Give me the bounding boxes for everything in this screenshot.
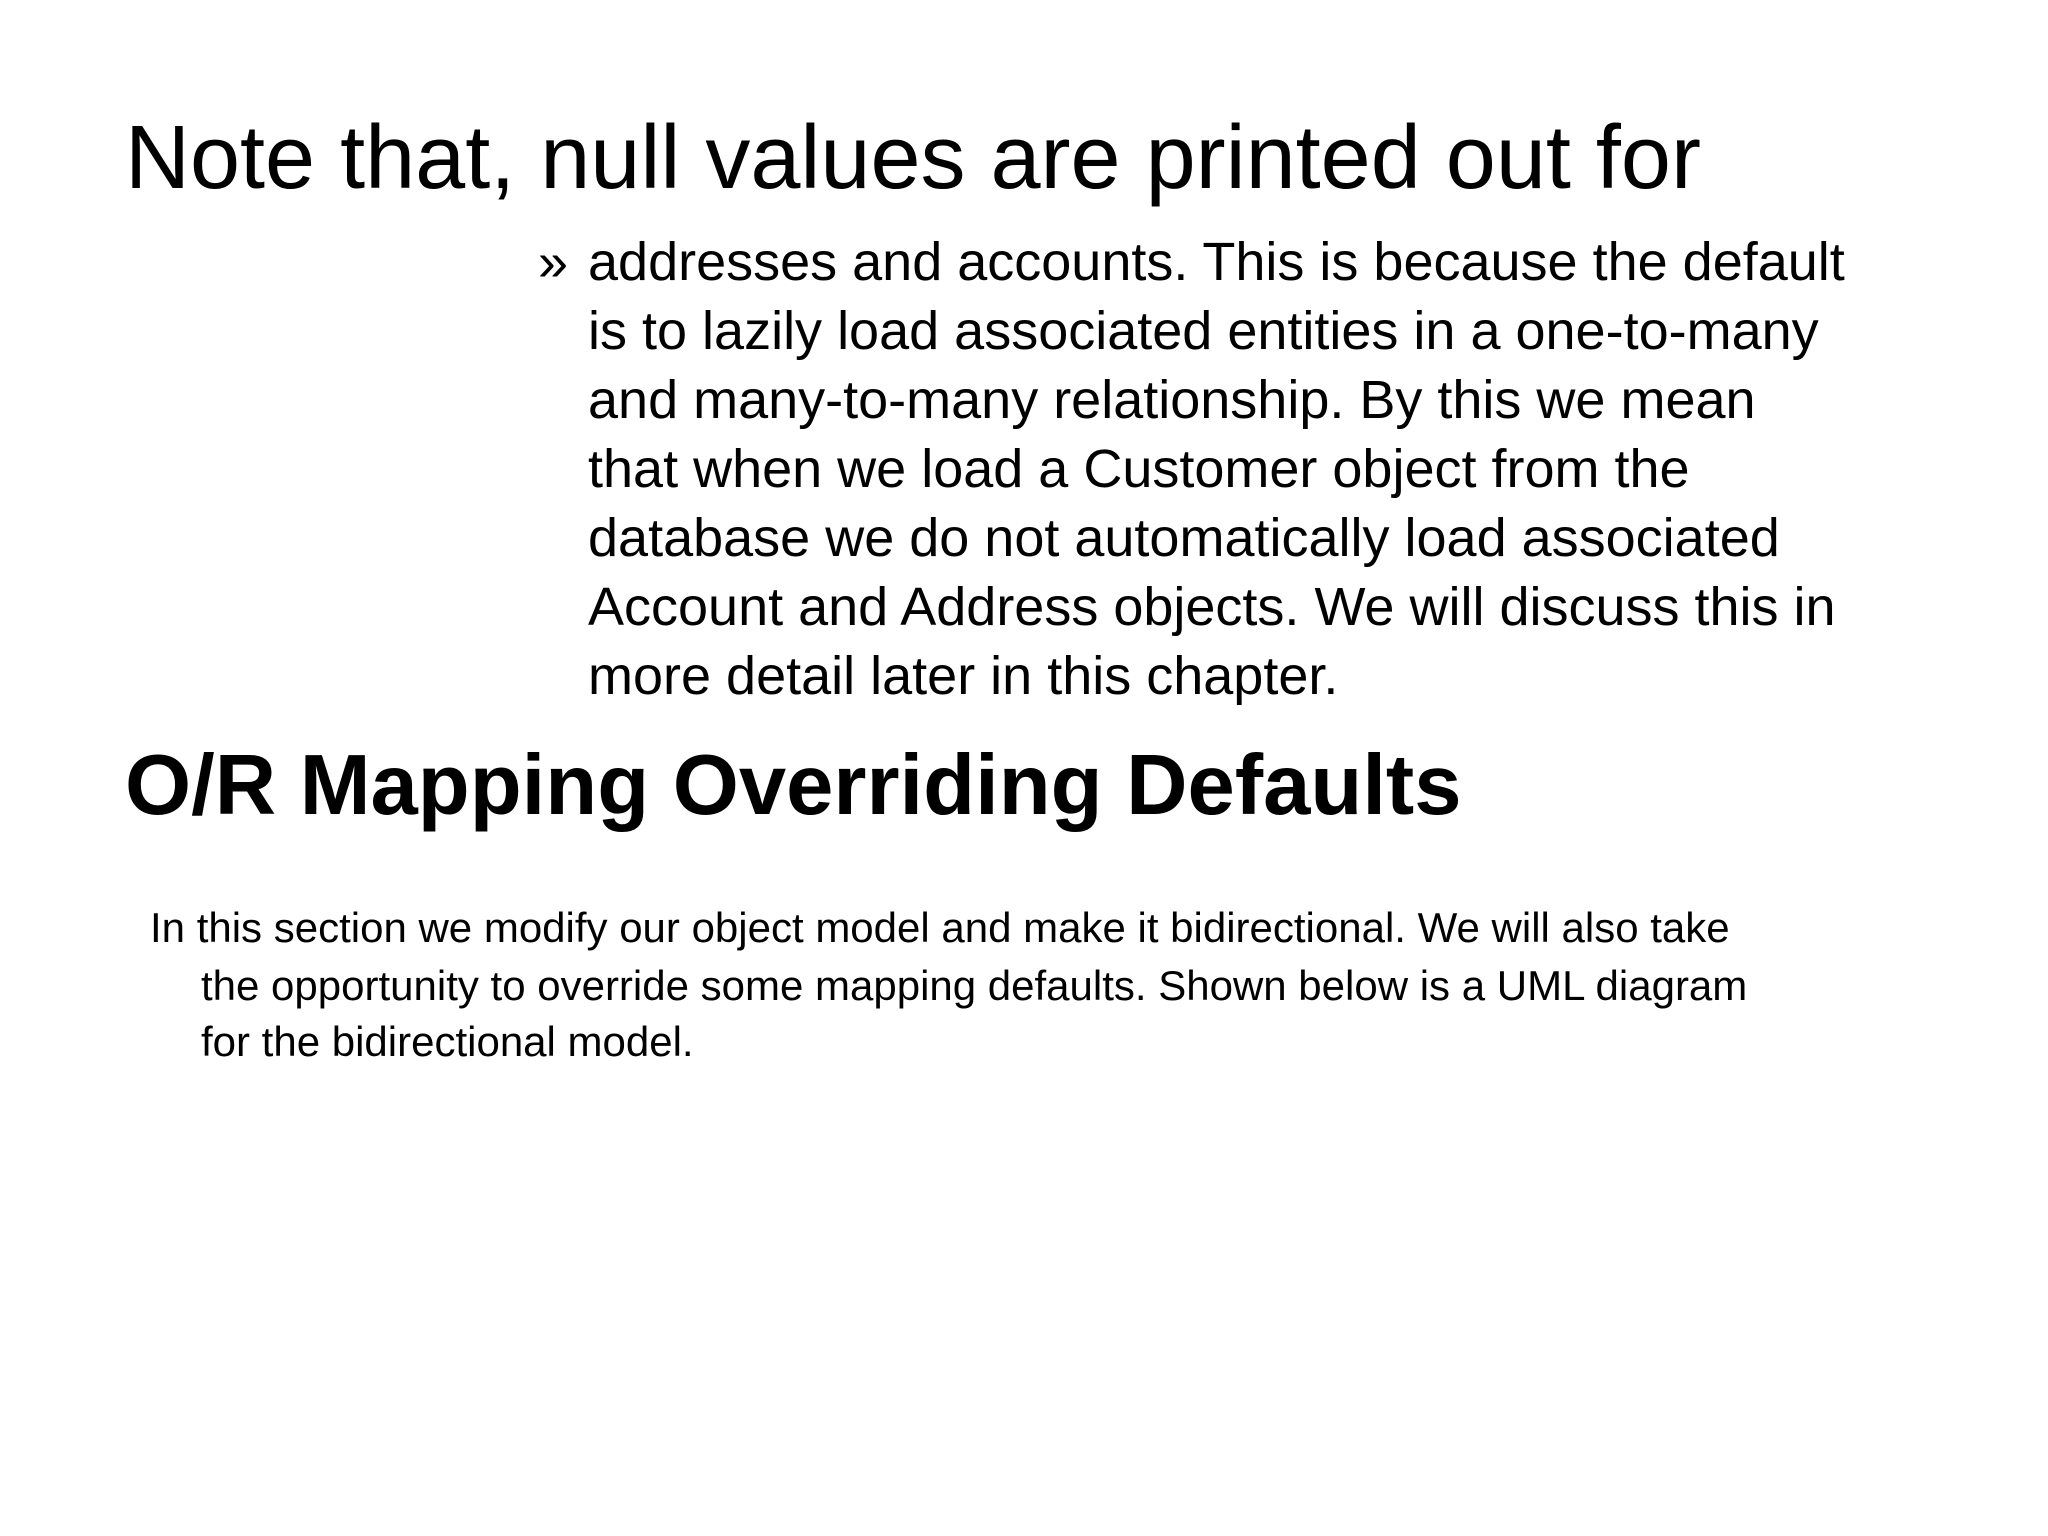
bullet-item [538,228,1998,711]
section-paragraph [150,898,2010,1070]
bullet-marker: » [538,232,569,292]
section-title: O/R Mapping Overriding Defaults [125,738,1462,833]
paragraph-first-line: In this section we modify our object model and make it bidirectional. We will also take [150,904,1730,951]
intro-line: Note that, null values are printed out for [125,108,1701,208]
bullet-text: addresses and accounts. This is because the default is to lazily load associated entities in a one-to-many and many-to-many relationship. By this we mean that when we load a Customer object from the database we do not automatically load associated Account and Address objects. We will discuss this in more detail later in this chapter. [588,232,1845,706]
paragraph-continuation: the opportunity to override some mapping defaults. Shown below is a UML diagram for the bidirectional model. [201,962,1748,1065]
